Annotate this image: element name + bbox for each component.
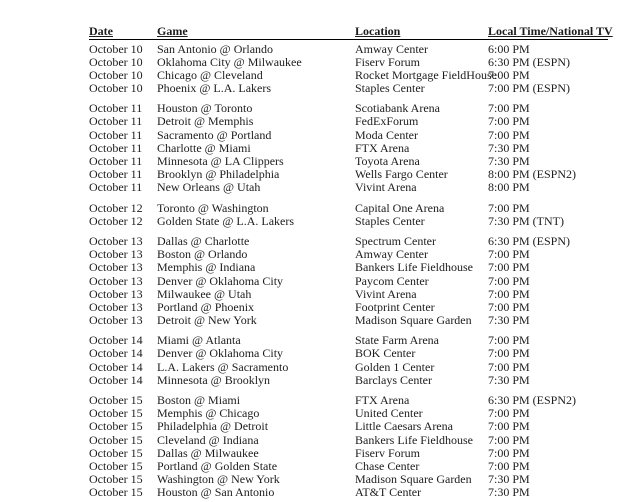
schedule-table [89, 24, 613, 500]
cell-location: FedExForum [355, 114, 419, 129]
cell-location: Vivint Arena [355, 180, 417, 195]
cell-time: 7:30 PM [488, 154, 530, 168]
cell-time: 7:00 PM [488, 445, 530, 460]
cell-date: October 13 [89, 260, 143, 275]
cell-date: October 13 [89, 299, 143, 314]
cell-location: Moda Center [355, 127, 418, 142]
cell-game: Milwaukee @ Utah [157, 286, 252, 301]
cell-time: 7:00 PM [488, 359, 530, 374]
cell-time: 7:00 PM [488, 273, 530, 288]
table-header-row [89, 24, 613, 40]
cell-location: FTX Arena [355, 393, 410, 407]
cell-game: Chicago @ Cleveland [157, 67, 263, 82]
cell-date: October 15 [89, 432, 143, 447]
cell-game: Minnesota @ LA Clippers [157, 154, 284, 168]
schedule-section [89, 235, 608, 327]
cell-game: Sacramento @ Portland [157, 127, 272, 142]
cell-location: Vivint Arena [355, 286, 417, 301]
cell-game: Boston @ Miami [157, 393, 241, 407]
cell-date: October 14 [89, 372, 143, 387]
cell-date: October 11 [89, 127, 143, 142]
cell-location: AT&T Center [355, 485, 422, 500]
cell-time: 7:30 PM [488, 313, 530, 328]
cell-time: 7:00 PM [488, 114, 530, 129]
cell-game: New Orleans @ Utah [157, 180, 261, 195]
cell-time: 7:00 PM [488, 127, 530, 142]
column-header-game: Game [157, 24, 188, 38]
cell-date: October 14 [89, 346, 143, 361]
schedule-row [89, 115, 608, 128]
schedule-row [89, 215, 608, 228]
cell-game: Memphis @ Chicago [157, 406, 260, 421]
cell-time: 8:00 PM (ESPN2) [488, 167, 577, 182]
cell-location: Fiserv Forum [355, 54, 421, 69]
schedule-row [89, 202, 608, 215]
cell-time: 6:30 PM (ESPN2) [488, 393, 577, 407]
cell-time: 6:30 PM (ESPN) [488, 233, 571, 248]
schedule-row [89, 420, 608, 433]
cell-date: October 13 [89, 313, 143, 328]
cell-location: Amway Center [355, 41, 428, 56]
cell-time: 8:00 PM [488, 180, 530, 195]
cell-time: 7:00 PM [488, 299, 530, 314]
cell-location: FTX Arena [355, 140, 410, 155]
schedule-row [89, 347, 608, 360]
cell-date: October 11 [89, 140, 143, 155]
cell-location: Capital One Arena [355, 200, 445, 215]
cell-date: October 15 [89, 472, 143, 487]
cell-game: Memphis @ Indiana [157, 260, 256, 275]
cell-date: October 11 [89, 180, 143, 195]
schedule-row [89, 288, 608, 301]
cell-game: Miami @ Atlanta [157, 333, 241, 348]
column-header-location: Location [355, 24, 401, 38]
cell-game: Detroit @ New York [157, 313, 257, 328]
schedule-row [89, 374, 608, 387]
cell-location: Bankers Life Fieldhouse [355, 260, 473, 275]
cell-location: Paycom Center [355, 273, 429, 288]
cell-game: L.A. Lakers @ Sacramento [157, 359, 289, 374]
cell-game: Houston @ Toronto [157, 101, 253, 116]
cell-date: October 15 [89, 393, 143, 407]
cell-game: Brooklyn @ Philadelphia [157, 167, 280, 182]
schedule-section [89, 202, 608, 228]
cell-game: Boston @ Orlando [157, 247, 248, 262]
cell-location: Madison Square Garden [355, 313, 472, 328]
cell-date: October 13 [89, 233, 143, 248]
column-header-date: Date [89, 24, 113, 38]
cell-location: Barclays Center [355, 372, 432, 387]
cell-time: 7:00 PM [488, 458, 530, 473]
cell-game: San Antonio @ Orlando [157, 41, 274, 56]
schedule-row [89, 56, 608, 69]
cell-location: Little Caesars Arena [355, 419, 453, 434]
cell-location: Madison Square Garden [355, 472, 472, 487]
cell-time: 7:00 PM [488, 406, 530, 421]
cell-date: October 11 [89, 101, 143, 116]
schedule-row [89, 275, 608, 288]
cell-time: 7:30 PM [488, 472, 530, 487]
cell-location: BOK Center [355, 346, 416, 361]
cell-date: October 15 [89, 406, 143, 421]
cell-date: October 11 [89, 114, 143, 129]
cell-date: October 10 [89, 67, 143, 82]
schedule-row [89, 447, 608, 460]
cell-time: 7:00 PM [488, 200, 530, 215]
cell-date: October 15 [89, 419, 143, 434]
cell-location: Footprint Center [355, 299, 435, 314]
cell-game: Houston @ San Antonio [157, 485, 275, 500]
cell-date: October 14 [89, 359, 143, 374]
cell-game: Dallas @ Charlotte [157, 233, 250, 248]
schedule-row [89, 43, 608, 56]
cell-game: Phoenix @ L.A. Lakers [157, 81, 272, 96]
cell-location: United Center [355, 406, 423, 421]
cell-date: October 15 [89, 458, 143, 473]
cell-game: Denver @ Oklahoma City [157, 346, 284, 361]
schedule-row [89, 434, 608, 447]
schedule-row [89, 361, 608, 374]
cell-location: Bankers Life Fieldhouse [355, 432, 473, 447]
cell-game: Portland @ Golden State [157, 458, 278, 473]
cell-game: Philadelphia @ Detroit [157, 419, 269, 434]
cell-time: 6:30 PM (ESPN) [488, 54, 571, 69]
cell-date: October 13 [89, 247, 143, 262]
cell-date: October 11 [89, 167, 143, 182]
cell-game: Minnesota @ Brooklyn [157, 372, 271, 387]
cell-date: October 12 [89, 200, 143, 215]
cell-location: Staples Center [355, 213, 425, 228]
cell-location: State Farm Arena [355, 333, 439, 348]
schedule-section [89, 334, 608, 387]
cell-time: 6:00 PM [488, 41, 530, 56]
cell-location: Spectrum Center [355, 233, 436, 248]
cell-location: Staples Center [355, 81, 425, 96]
cell-location: Golden 1 Center [355, 359, 435, 374]
cell-game: Washington @ New York [157, 472, 280, 487]
schedule-row [89, 129, 608, 142]
cell-date: October 10 [89, 54, 143, 69]
schedule-row [89, 82, 608, 95]
cell-time: 7:00 PM [488, 101, 530, 116]
cell-time: 7:00 PM [488, 286, 530, 301]
schedule-row [89, 261, 608, 274]
cell-game: Detroit @ Memphis [157, 114, 254, 129]
schedule-row [89, 181, 608, 194]
cell-game: Toronto @ Washington [157, 200, 269, 215]
cell-date: October 13 [89, 273, 143, 288]
cell-date: October 13 [89, 286, 143, 301]
cell-time: 7:00 PM [488, 260, 530, 275]
cell-location: Wells Fargo Center [355, 167, 448, 182]
cell-time: 7:30 PM [488, 140, 530, 155]
cell-location: Fiserv Forum [355, 445, 421, 460]
cell-date: October 15 [89, 445, 143, 460]
cell-location: Toyota Arena [355, 154, 420, 168]
cell-game: Golden State @ L.A. Lakers [157, 213, 295, 228]
cell-time: 7:00 PM (ESPN) [488, 81, 571, 96]
cell-time: 7:00 PM [488, 346, 530, 361]
schedule-row [89, 314, 608, 327]
cell-game: Portland @ Phoenix [157, 299, 255, 314]
cell-time: 7:00 PM [488, 333, 530, 348]
cell-date: October 15 [89, 485, 143, 500]
cell-location: Amway Center [355, 247, 428, 262]
schedule-section [89, 102, 608, 194]
schedule-row [89, 486, 608, 499]
cell-date: October 10 [89, 81, 143, 96]
cell-date: October 10 [89, 41, 143, 56]
cell-time: 7:30 PM (TNT) [488, 213, 564, 228]
cell-game: Denver @ Oklahoma City [157, 273, 284, 288]
cell-date: October 14 [89, 333, 143, 348]
cell-location: Scotiabank Arena [355, 101, 440, 116]
schedule-sections [89, 43, 608, 500]
cell-date: October 11 [89, 154, 143, 168]
cell-time: 7:00 PM [488, 247, 530, 262]
schedule-section [89, 43, 608, 96]
cell-location: Rocket Mortgage FieldHouse [355, 67, 497, 82]
cell-game: Oklahoma City @ Milwaukee [157, 54, 302, 69]
cell-time: 7:00 PM [488, 67, 530, 82]
cell-time: 7:30 PM [488, 372, 530, 387]
cell-game: Cleveland @ Indiana [157, 432, 259, 447]
cell-time: 7:30 PM [488, 485, 530, 500]
schedule-section [89, 394, 608, 500]
cell-time: 7:00 PM [488, 432, 530, 447]
cell-time: 7:00 PM [488, 419, 530, 434]
column-header-local-time-national-tv: Local Time/National TV [488, 24, 613, 38]
cell-location: Chase Center [355, 458, 420, 473]
cell-game: Dallas @ Milwaukee [157, 445, 259, 460]
cell-game: Charlotte @ Miami [157, 140, 251, 155]
cell-date: October 12 [89, 213, 143, 228]
